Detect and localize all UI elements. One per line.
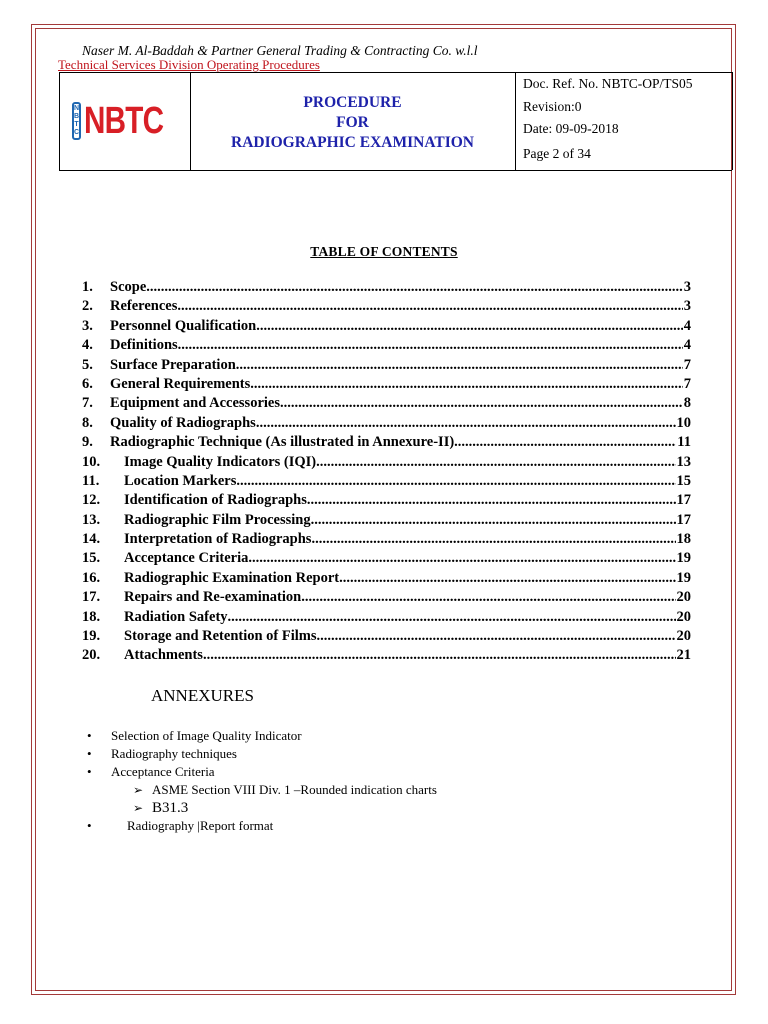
list-item-text: Acceptance Criteria bbox=[111, 764, 215, 779]
toc-leader bbox=[317, 628, 676, 645]
revision: Revision:0 bbox=[523, 99, 582, 114]
toc-page: 11 bbox=[677, 434, 691, 451]
bullet-icon bbox=[87, 817, 111, 835]
toc-leader bbox=[256, 415, 676, 432]
toc-entry[interactable] bbox=[82, 589, 691, 608]
header-table-top-line bbox=[59, 72, 732, 73]
toc-number: 11. bbox=[82, 472, 100, 489]
header-table-divider bbox=[59, 72, 60, 170]
toc-entry[interactable] bbox=[82, 550, 691, 569]
toc-number: 15. bbox=[82, 550, 101, 567]
toc-page: 19 bbox=[676, 569, 691, 586]
annexures-list bbox=[87, 727, 437, 835]
toc-title: Quality of Radiographs bbox=[110, 414, 256, 431]
toc-number: 12. bbox=[82, 492, 101, 509]
toc-number: 17. bbox=[82, 589, 101, 606]
toc-leader bbox=[316, 454, 675, 471]
toc-page: 17 bbox=[676, 511, 691, 528]
toc-leader bbox=[339, 570, 675, 587]
toc-title: Equipment and Accessories bbox=[110, 395, 280, 412]
toc-page: 8 bbox=[683, 395, 691, 412]
toc-title: Attachments bbox=[124, 647, 203, 664]
toc-leader bbox=[454, 434, 676, 451]
toc-page: 7 bbox=[683, 375, 691, 392]
toc-title: Definitions. bbox=[110, 337, 182, 354]
doc-ref-number: Doc. Ref. No. NBTC-OP/TS05 bbox=[523, 76, 693, 91]
company-name: Naser M. Al-Baddah & Partner General Trading & Contracting Co. w.l.l bbox=[82, 43, 478, 58]
toc-title: Radiation Safety bbox=[124, 608, 228, 625]
logo-badge-letter: T bbox=[74, 121, 79, 128]
list-item bbox=[87, 727, 437, 745]
list-item bbox=[87, 763, 437, 781]
toc-leader bbox=[252, 550, 675, 567]
toc-title: Surface Preparation bbox=[110, 356, 236, 373]
annexures-heading: ANNEXURES bbox=[151, 686, 254, 705]
toc-entry[interactable] bbox=[82, 531, 691, 550]
bullet-icon bbox=[87, 727, 111, 745]
toc-leader bbox=[236, 357, 683, 374]
toc-page: 13 bbox=[676, 453, 691, 470]
toc-entry[interactable] bbox=[82, 434, 691, 453]
list-item bbox=[87, 817, 437, 835]
toc-entry[interactable] bbox=[82, 298, 691, 317]
toc-leader bbox=[181, 337, 682, 354]
list-item-text: Radiography techniques bbox=[111, 746, 237, 761]
toc-leader bbox=[280, 395, 683, 412]
toc-title: Acceptance Criteria. bbox=[124, 550, 253, 567]
date: Date: 09-09-2018 bbox=[523, 121, 619, 136]
list-item bbox=[87, 745, 437, 763]
toc-title: Identification of Radiographs bbox=[124, 492, 307, 509]
toc-leader bbox=[311, 531, 675, 548]
toc-title: Radiographic Film Processing bbox=[124, 511, 311, 528]
toc-entry[interactable] bbox=[82, 337, 691, 356]
toc-number: 4. bbox=[82, 337, 93, 354]
toc-leader bbox=[311, 512, 676, 529]
toc-leader bbox=[250, 376, 682, 393]
title-line: FOR bbox=[336, 114, 369, 131]
list-item-text: Selection of Image Quality Indicator bbox=[111, 728, 302, 743]
title-line: RADIOGRAPHIC EXAMINATION bbox=[231, 134, 474, 151]
toc-page: 7 bbox=[683, 356, 691, 373]
toc-title: Interpretation of Radiographs bbox=[124, 531, 312, 548]
toc-title: Scope bbox=[110, 279, 147, 295]
toc-entry[interactable] bbox=[82, 376, 691, 395]
toc-number: 18. bbox=[82, 608, 101, 625]
sub-list-item-text: B31.3 bbox=[152, 800, 189, 816]
sub-list-item bbox=[87, 781, 437, 799]
header-table-divider bbox=[732, 72, 733, 170]
toc-entry[interactable] bbox=[82, 647, 691, 666]
arrow-bullet-icon: ➢ bbox=[133, 783, 144, 797]
toc-leader bbox=[256, 318, 683, 335]
toc-entry[interactable] bbox=[82, 318, 691, 337]
toc-entry[interactable] bbox=[82, 454, 691, 473]
logo-text: NBTC bbox=[84, 100, 164, 142]
toc-number: 5. bbox=[82, 356, 93, 373]
toc-entry[interactable] bbox=[82, 628, 691, 647]
logo-badge-letter: N bbox=[74, 105, 80, 112]
toc-title: Radiographic Technique (As illustrated in Annexure-II) bbox=[110, 434, 455, 451]
toc-leader bbox=[307, 492, 676, 509]
toc-page: 20 bbox=[676, 628, 691, 645]
sub-list-item bbox=[87, 799, 437, 817]
toc-title: Repairs and Re-examination bbox=[124, 589, 302, 606]
logo-badge bbox=[72, 102, 81, 140]
toc-leader bbox=[236, 473, 675, 490]
toc-title: Storage and Retention of Films bbox=[124, 628, 317, 645]
table-of-contents bbox=[82, 279, 691, 667]
toc-page: 20 bbox=[676, 589, 691, 606]
logo-badge-letter: C bbox=[74, 129, 80, 136]
toc-number: 10. bbox=[82, 453, 101, 470]
toc-number: 16. bbox=[82, 569, 101, 586]
toc-entry[interactable] bbox=[82, 609, 691, 628]
arrow-bullet-icon: ➢ bbox=[133, 801, 144, 815]
toc-leader bbox=[177, 298, 682, 315]
toc-entry[interactable] bbox=[82, 570, 691, 589]
toc-title: Personnel Qualification bbox=[110, 317, 257, 334]
toc-leader bbox=[301, 589, 675, 606]
toc-leader bbox=[146, 279, 683, 296]
toc-title: Location Markers bbox=[124, 472, 237, 489]
toc-page: 21 bbox=[676, 647, 691, 664]
toc-page: 19 bbox=[676, 550, 691, 567]
page-number: Page 2 of 34 bbox=[523, 146, 591, 161]
toc-number: 14. bbox=[82, 531, 101, 548]
toc-number: 19. bbox=[82, 628, 101, 645]
toc-entry[interactable] bbox=[82, 395, 691, 414]
toc-leader bbox=[203, 647, 676, 664]
title-line: PROCEDURE bbox=[303, 94, 402, 111]
toc-heading: TABLE OF CONTENTS bbox=[310, 244, 458, 259]
toc-number: 20. bbox=[82, 647, 101, 664]
toc-number: 8. bbox=[82, 414, 93, 431]
toc-entry[interactable] bbox=[82, 279, 691, 298]
toc-page: 18 bbox=[676, 531, 691, 548]
toc-page: 10 bbox=[676, 414, 691, 431]
toc-page: 3 bbox=[683, 298, 691, 315]
toc-number: 1. bbox=[82, 279, 93, 295]
toc-entry[interactable] bbox=[82, 357, 691, 376]
toc-page: 4 bbox=[683, 317, 691, 334]
nbtc-logo bbox=[72, 99, 176, 143]
header-table-divider bbox=[515, 72, 516, 170]
logo-badge-letter: B bbox=[74, 113, 80, 120]
procedure-title bbox=[190, 93, 515, 153]
toc-number: 2. bbox=[82, 298, 93, 315]
toc-entry[interactable] bbox=[82, 473, 691, 492]
toc-entry[interactable] bbox=[82, 492, 691, 511]
bullet-icon bbox=[87, 763, 111, 781]
toc-page: 20 bbox=[676, 608, 691, 625]
toc-title: Image Quality Indicators (IQI) bbox=[124, 453, 317, 470]
toc-page: 3 bbox=[683, 279, 691, 295]
toc-number: 6. bbox=[82, 375, 93, 392]
toc-entry[interactable] bbox=[82, 512, 691, 531]
header-table-bottom-line bbox=[59, 170, 732, 171]
toc-page: 4 bbox=[683, 337, 691, 354]
toc-title: General Requirements bbox=[110, 375, 251, 392]
toc-page: 15 bbox=[676, 472, 691, 489]
sub-list-item-text: ASME Section VIII Div. 1 –Rounded indication charts bbox=[152, 782, 437, 797]
division-name: Technical Services Division Operating Procedures bbox=[58, 57, 320, 72]
toc-number: 7. bbox=[82, 395, 93, 412]
toc-number: 9. bbox=[82, 434, 93, 451]
toc-title: References bbox=[110, 298, 178, 315]
toc-number: 3. bbox=[82, 317, 93, 334]
toc-page: 17 bbox=[676, 492, 691, 509]
bullet-icon bbox=[87, 745, 111, 763]
toc-title: Radiographic Examination Report bbox=[124, 569, 340, 586]
list-item-text: Radiography |Report format bbox=[127, 818, 274, 833]
toc-entry[interactable] bbox=[82, 415, 691, 434]
toc-leader bbox=[228, 609, 676, 626]
toc-number: 13. bbox=[82, 511, 101, 528]
